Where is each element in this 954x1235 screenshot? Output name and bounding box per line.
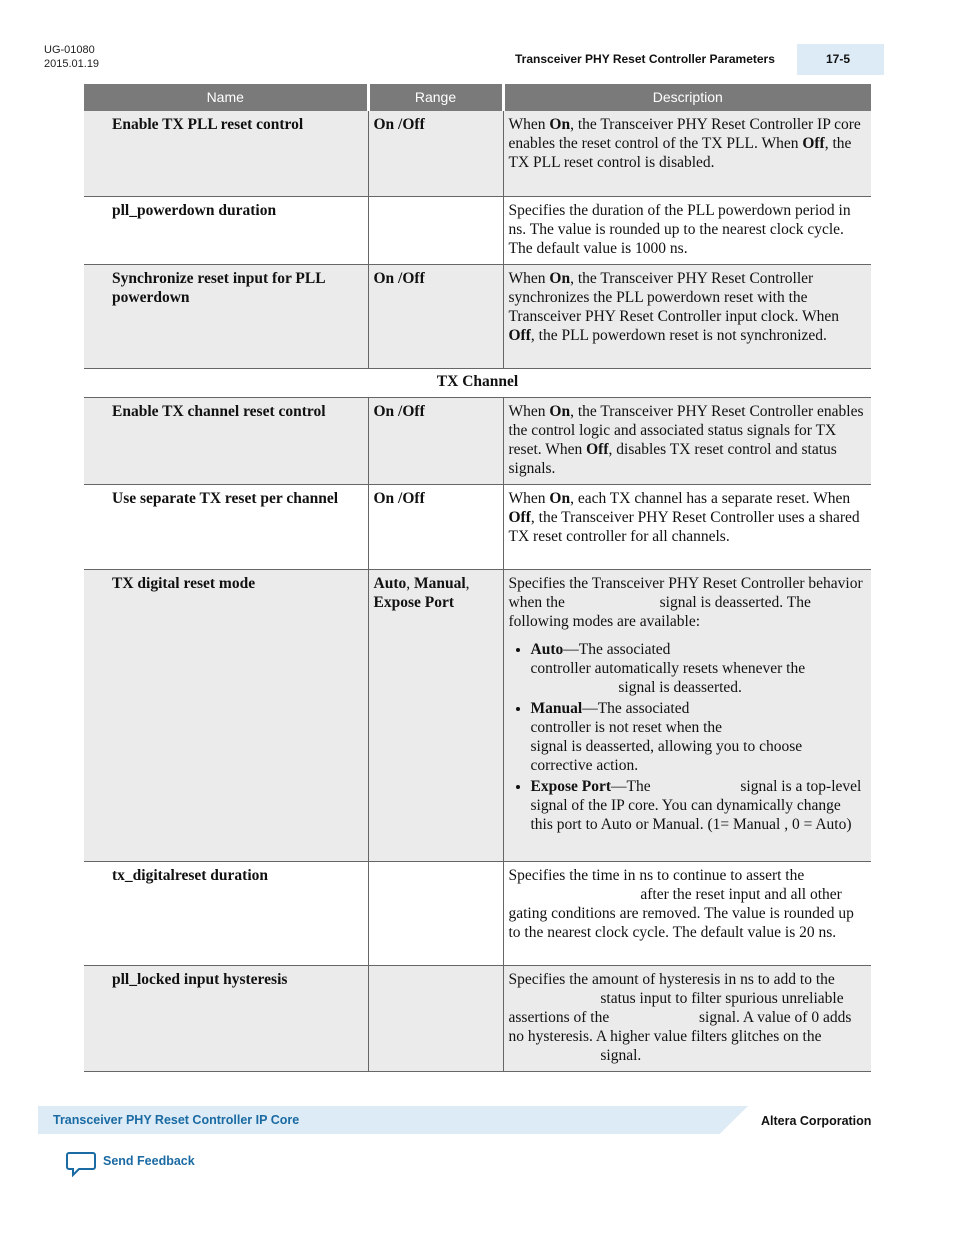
section-row <box>84 368 871 397</box>
list-item: • Expose Port—The signal is a top-level signal of the IP core. You can dynamically change this port to Auto or Manual. (1= Manual , 0 = Auto) <box>531 777 867 834</box>
table-row <box>84 111 871 196</box>
list-item: • Manual—The associated controller is not reset when the signal is deasserted, allowing you to choose corrective action. <box>531 699 867 775</box>
param-description: When On, the Transceiver PHY Reset Controller synchronizes the PLL powerdown reset with the Transceiver PHY Reset Controller input clock. When Off, the PLL powerdown reset is not synchronized. <box>503 264 871 368</box>
section-label: TX Channel <box>84 368 871 397</box>
list-item: • Auto—The associated controller automatically resets whenever the signal is deasserted. <box>531 640 867 697</box>
footer-company: Altera Corporation <box>761 1114 872 1128</box>
param-description: When On, each TX channel has a separate reset. When Off, the Transceiver PHY Reset Controller uses a shared TX reset controller for all channels. <box>503 484 871 569</box>
column-header-name: Name <box>84 84 368 111</box>
section-title: Transceiver PHY Reset Controller Parameters <box>515 52 775 66</box>
param-description: When On, the Transceiver PHY Reset Controller enables the control logic and associated status signals for TX reset. When Off, disables TX reset control and status signals. <box>503 397 871 484</box>
param-range <box>368 965 503 1071</box>
param-range: On /Off <box>368 397 503 484</box>
param-name: Use separate TX reset per channel <box>84 484 368 569</box>
param-description: Specifies the time in ns to continue to assert the after the reset input and all other gating conditions are removed. The value is rounded up to the nearest clock cycle. The default value is 20 ns. <box>503 861 871 965</box>
param-range: On /Off <box>368 264 503 368</box>
mode-list <box>509 640 867 834</box>
parameters-table <box>84 84 871 1072</box>
column-header-range: Range <box>368 84 503 111</box>
table-row <box>84 397 871 484</box>
document-date: 2015.01.19 <box>44 58 100 70</box>
param-range: On /Off <box>368 484 503 569</box>
param-name: Enable TX PLL reset control <box>84 111 368 196</box>
param-description: Specifies the duration of the PLL powerdown period in ns. The value is rounded up to the nearest clock cycle. The default value is 1000 ns. <box>503 196 871 264</box>
param-description: Specifies the Transceiver PHY Reset Controller behavior when the signal is deasserted. The following modes are available: • Auto—The associated controller automatically resets whenever the signal is deasserted. • Manual—The associated controller is not reset when the signal is deasserted, allowing you to choose corrective action. • Expose Port—The signal is a top-level signal of the IP core. You can dynamically change this port to Auto or Manual. (1= Manual , 0 = Auto) <box>503 569 871 861</box>
param-range <box>368 861 503 965</box>
param-name: tx_digitalreset duration <box>84 861 368 965</box>
param-name: Synchronize reset input for PLL powerdown <box>84 264 368 368</box>
param-name: TX digital reset mode <box>84 569 368 861</box>
table-header-row <box>84 84 871 111</box>
document-id-block <box>44 43 99 71</box>
param-name: Enable TX channel reset control <box>84 397 368 484</box>
table-row <box>84 569 871 861</box>
table-row <box>84 861 871 965</box>
column-header-description: Description <box>503 84 871 111</box>
param-range <box>368 196 503 264</box>
param-range: On /Off <box>368 111 503 196</box>
table-row <box>84 965 871 1071</box>
param-description: When On, the Transceiver PHY Reset Controller IP core enables the reset control of the TX PLL. When Off, the TX PLL reset control is disabled. <box>503 111 871 196</box>
document-id: UG-01080 <box>44 44 95 56</box>
param-range: Auto, Manual, Expose Port <box>368 569 503 861</box>
table-row <box>84 264 871 368</box>
footer-doc-title-link[interactable]: Transceiver PHY Reset Controller IP Core <box>53 1113 300 1127</box>
send-feedback-link[interactable]: Send Feedback <box>103 1154 195 1168</box>
param-description: Specifies the amount of hysteresis in ns to add to the status input to filter spurious unreliable assertions of the signal. A value of 0 adds no hysteresis. A higher value filters glitches on the signal. <box>503 965 871 1071</box>
param-name: pll_powerdown duration <box>84 196 368 264</box>
speech-bubble-icon[interactable] <box>66 1151 96 1177</box>
table-row <box>84 196 871 264</box>
param-name: pll_locked input hysteresis <box>84 965 368 1071</box>
page-number: 17-5 <box>826 52 851 66</box>
table-row <box>84 484 871 569</box>
